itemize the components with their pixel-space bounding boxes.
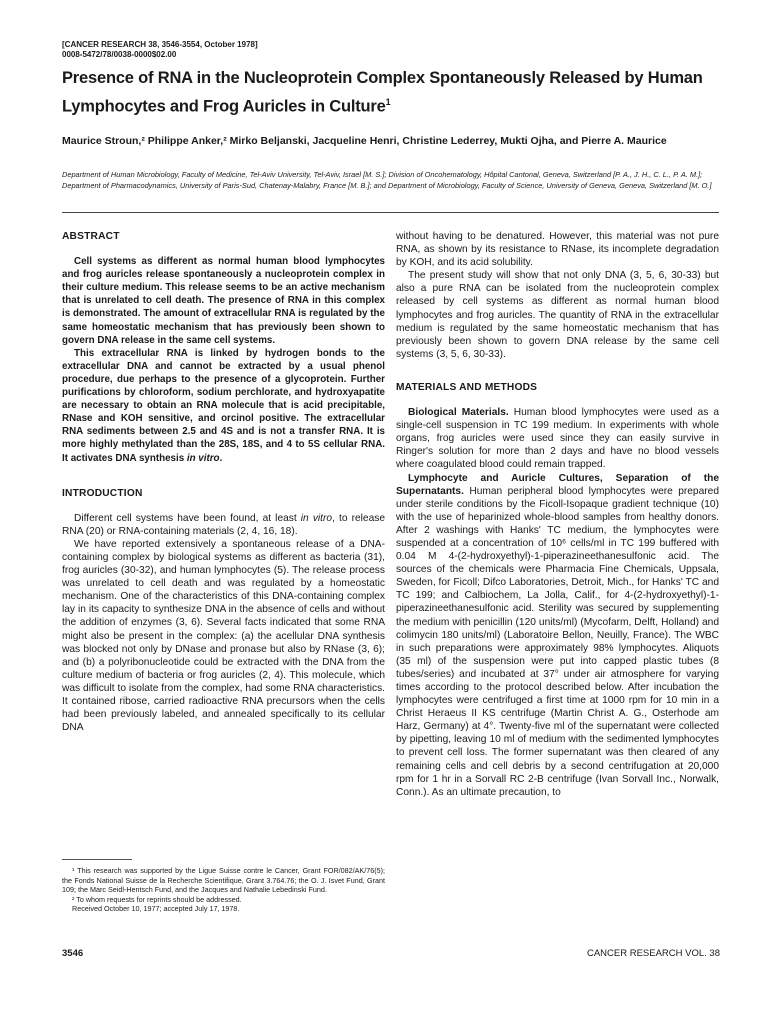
title-footnote-mark: 1	[385, 97, 391, 107]
methods-heading: MATERIALS AND METHODS	[396, 381, 538, 393]
header-divider	[62, 212, 719, 213]
biological-materials-text: Human blood lymphocytes were used as a single-cell suspension in TC 199 medium. In experiments with whole organs, frog auricles were used since they can easily survive in Ringer's solution for more than 2 days and have no blood vessels where coagulated blood could remain trapped.	[396, 407, 719, 471]
footnotes	[62, 866, 385, 914]
article-title-text: Presence of RNA in the Nucleoprotein Complex Spontaneously Released by Human Lymphocytes and Frog Auricles in Culture	[62, 69, 703, 116]
abstract-heading: ABSTRACT	[62, 231, 120, 242]
intro-p1-italic: in vitro	[300, 512, 333, 524]
journal-footer: CANCER RESEARCH VOL. 38	[586, 948, 720, 959]
abstract-p2-main: This extracellular RNA is linked by hydrogen bonds to the extracellular DNA and cannot be extracted by a usual phenol procedure, due perhaps to the presence of a glycoprotein. Further purifications by chloroform, sodium perchlorate, and hydroxyapatite are necessary to obtain an RNA molecule that is acid precipitable, RNase and KOH sensitive, and orcinol positive. The extracellular RNA sediments between 2.5 and 4S and is not a transfer RNA. It is more highly methylated than the 28S, 18S, and 4 to 5S cellular RNA. It activates DNA synthesis	[62, 347, 385, 464]
issn-code: 0008-5472/78/0038-0000$02.00	[62, 50, 177, 59]
intro-p1-b: , to release RNA (20) or RNA-containing materials (2, 4, 16, 18).	[62, 512, 386, 537]
present-study-paragraph: The present study will show that not only DNA (3, 5, 6, 30-33) but also a pure RNA can be isolated from the nucleoprotein complex released by cell systems as different as normal human blood lymphocytes and frog auricles. The quantity of RNA in the extracellular medium is regulated by the same homeostatic mechanism that has previously been shown to govern DNA release by the same cell systems (3, 5, 6, 30-33).	[396, 270, 719, 360]
page-number: 3546	[62, 948, 84, 959]
footnote-2: ² To whom requests for reprints should be addressed.	[72, 894, 242, 904]
left-column	[62, 230, 385, 734]
biological-materials-runin: Biological Materials.	[408, 407, 509, 419]
citation-line: [CANCER RESEARCH 38, 3546-3554, October 1978]	[62, 40, 258, 49]
cultures-runin: Lymphocyte and Auricle Cultures, Separation of the Supernatants.	[396, 472, 719, 497]
biological-materials-paragraph	[396, 406, 719, 471]
abstract-p2-italic: in vitro	[186, 452, 220, 464]
footnote-1: ¹ This research was supported by the Ligue Suisse contre le Cancer, Grant FOR/082/AK/76(5); the Fonds National Suisse de la Recherche Scientifique, Grant 3.764.76; the O. J. Isvet Fund, Grant 109; the Marc Seidl-Hentsch Fund, and the Jacques and Nathalie Lebedinski Fund.	[62, 866, 385, 894]
received-date: Received October 10, 1977; accepted July 17, 1978.	[72, 904, 240, 913]
abstract-paragraph-2	[62, 347, 385, 465]
journal-header	[62, 40, 258, 60]
abstract-paragraph-1: Cell systems as different as normal human blood lymphocytes and frog auricles release spontaneously a nucleoprotein complex in their culture medium. This release seems to be an active mechanism that is unrelated to cell death. The presence of RNA in this complex is demonstrated. The amount of extracellular RNA is regulated by the same homeostatic mechanism that has previously been shown to govern DNA release in the same cell systems.	[62, 256, 385, 346]
cultures-text: Human peripheral blood lymphocytes were prepared under sterile conditions by the Ficoll-Isopaque gradient technique (10) with the use of heparinized whole-blood samples from healthy donors. After 2 washings with Hanks' TC medium, the lymphocytes were suspended at a concentration of 10⁶ cells/ml in TC 199 buffered with 0.04 M 4-(2-hydroxyethyl)-1-piperazineethanesulfonic acid. The sources of the chemicals were Pharmacia Fine Chemicals, Uppsala, Sweden, for Ficoll; Difco Laboratories, Detroit, Mich., for Hanks' TC and TC 199; and Calbiochem, La Jolla, Calif., for 4-(2-hydroxyethyl)-1-piperazineethanesulfonic acid. Sterility was secured by supplementing the medium with penicillin (120 units/ml) (Mycofarm, Delft, Holland) and colimycin 180 units/ml) (Laboratoire Bellon, Neuilly, France). The WBC in such preparations were approximately 98% lymphocytes. Aliquots (35 ml) of the suspension were put into capped plastic tubes (8 tubes/series) and incubated at 37° under air atmosphere for varying times according to the protocol described below. After incubation the lymphocytes were centrifuged a first time at 1000 rpm for 10 min in a Christ Heraeus II KS centrifuge (Martin Christ A. G., Osterhode am Harz, Germany) at 4°. Twenty-five ml of the supernatant were collected by pipetting, leaving 10 ml of medium with the sedimented lymphocytes to prevent cell loss. The former supernatant was then cleared of any remaining cells and cell debris by a second centrifugation at 20,000 rpm for 1 hr in a Sorvall RC 2-B centrifuge (Ivan Sorvall Inc., Norwalk, Conn.). As an ultimate precaution, to	[396, 485, 719, 798]
abstract-body	[62, 255, 385, 465]
right-column	[396, 230, 719, 799]
affiliations: Department of Human Microbiology, Faculty of Medicine, Tel-Aviv University, Tel-Aviv, Israel [M. S.]; Division of Oncohematology, Hôpital Cantonal, Geneva, Switzerland [P. A., J. H., C. L., P. A. M.]; Department of Pharmacodynamics, University of Paris-Sud, Chatenay-Malabry, France [M. B.]; and Department of Microbiology, Faculty of Science, University of Geneva, Geneva, Switzerland [M. O.]	[62, 170, 712, 190]
intro-continued: without having to be denatured. However, this material was not pure RNA, as shown by its resistance to RNase, its incomplete degradation by KOH, and its acid solubility.	[396, 231, 719, 269]
cultures-paragraph	[396, 472, 719, 799]
footnote-divider	[62, 859, 132, 860]
intro-paragraph-1	[62, 512, 385, 538]
author-list: Maurice Stroun,² Philippe Anker,² Mirko Beljanski, Jacqueline Henri, Christine Lederrey, Mukti Ojha, and Pierre A. Maurice	[62, 135, 667, 147]
article-title	[62, 66, 722, 119]
intro-paragraph-2: We have reported extensively a spontaneous release of a DNA-containing complex by biological systems as different as bacteria (31), frog auricles (30-32), and human lymphocytes (5). The release process was unrelated to cell death and was regulated by a homeostatic mechanism. One of the characteristics of this DNA-containing complex lay in its capacity to synthesize DNA in the absence of cells and without the addition of enzymes (3, 6). Several facts indicated that some RNA might also be present in the complex: (a) the acellular DNA synthesis was blocked not only by DNase and pronase but also by RNase (3, 6); and (b) a polyribonucleotide could be extracted with the DNA from the culture medium of bacteria or frog auricles (2, 4). This molecule, which was difficult to isolate from the complex, had some RNA characteristics. It contained ribose, carried radioactive RNA precursors when the cells had been previously labeled, and annealed specifically to its cellular DNA	[62, 538, 385, 734]
abstract-p2-end: .	[219, 452, 223, 464]
introduction-heading: INTRODUCTION	[62, 487, 143, 499]
intro-p1-a: Different cell systems have been found, at least	[74, 512, 301, 524]
